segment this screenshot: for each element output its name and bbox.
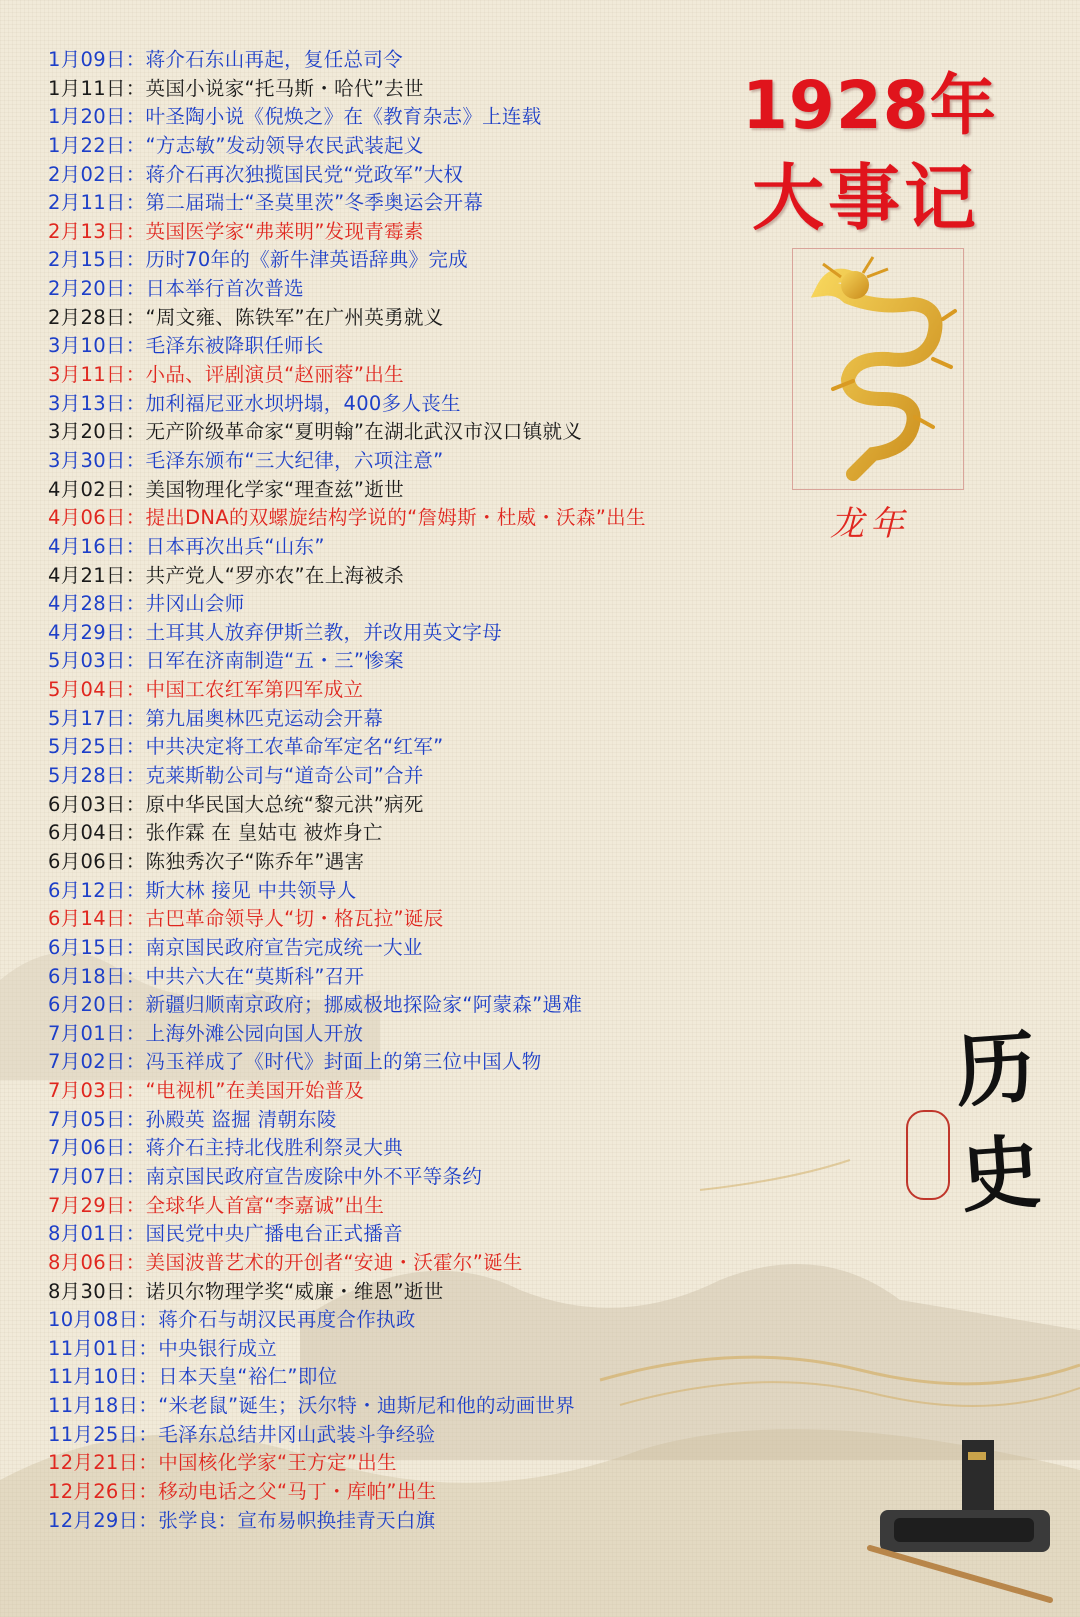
red-seal-stamp xyxy=(906,1110,950,1200)
event-item: 6月20日：新疆归顺南京政府；挪威极地探险家“阿蒙森”遇难 xyxy=(48,993,583,1017)
event-item: 10月08日：蒋介石与胡汉民再度合作执政 xyxy=(48,1308,416,1332)
event-item: 4月06日：提出DNA的双螺旋结构学说的“詹姆斯・杜威・沃森”出生 xyxy=(48,506,646,530)
event-item: 2月11日：第二届瑞士“圣莫里茨”冬季奥运会开幕 xyxy=(48,191,484,215)
event-item: 8月01日：国民党中央广播电台正式播音 xyxy=(48,1222,403,1246)
zodiac-year-label: 龙年 xyxy=(830,504,910,544)
title-main: 大事记 xyxy=(752,156,981,240)
event-item: 6月06日：陈独秀次子“陈乔年”遇害 xyxy=(48,849,365,873)
event-item: 6月15日：南京国民政府宣告完成统一大业 xyxy=(48,935,423,959)
event-item: 6月04日：张作霖 在 皇姑屯 被炸身亡 xyxy=(48,821,383,845)
event-item: 11月18日：“米老鼠”诞生；沃尔特・迪斯尼和他的动画世界 xyxy=(48,1394,576,1418)
event-item: 5月03日：日军在济南制造“五・三”惨案 xyxy=(48,649,404,673)
event-item: 7月05日：孙殿英 盗掘 清朝东陵 xyxy=(48,1107,337,1131)
ink-stone-and-brush-illustration xyxy=(860,1440,1060,1610)
event-item: 3月30日：毛泽东颁布“三大纪律，六项注意” xyxy=(48,448,444,472)
event-item: 3月20日：无产阶级革命家“夏明翰”在湖北武汉市汉口镇就义 xyxy=(48,420,583,444)
dragon-icon xyxy=(793,249,963,489)
event-item: 3月13日：加利福尼亚水坝坍塌，400多人丧生 xyxy=(48,391,461,415)
event-item: 1月11日：英国小说家“托马斯・哈代”去世 xyxy=(48,76,424,100)
event-item: 5月04日：中国工农红军第四军成立 xyxy=(48,678,364,702)
event-item: 6月14日：古巴革命领导人“切・格瓦拉”诞辰 xyxy=(48,907,444,931)
event-item: 6月03日：原中华民国大总统“黎元洪”病死 xyxy=(48,792,424,816)
event-item: 2月15日：历时70年的《新牛津英语辞典》完成 xyxy=(48,248,468,272)
event-item: 2月28日：“周文雍、陈铁军”在广州英勇就义 xyxy=(48,305,444,329)
event-item: 7月07日：南京国民政府宣告废除中外不平等条约 xyxy=(48,1164,483,1188)
event-item: 4月02日：美国物理化学家“理查兹”逝世 xyxy=(48,477,404,501)
event-item: 4月28日：井冈山会师 xyxy=(48,592,245,616)
gold-swirl-3 xyxy=(700,1160,850,1190)
event-item: 4月16日：日本再次出兵“山东” xyxy=(48,534,325,558)
event-item: 7月01日：上海外滩公园向国人开放 xyxy=(48,1021,364,1045)
event-item: 1月20日：叶圣陶小说《倪焕之》在《教育杂志》上连载 xyxy=(48,105,542,129)
event-item: 2月13日：英国医学家“弗莱明”发现青霉素 xyxy=(48,219,424,243)
event-item: 12月26日：移动电话之父“马丁・库帕”出生 xyxy=(48,1480,437,1504)
event-item: 7月03日：“电视机”在美国开始普及 xyxy=(48,1079,365,1103)
event-item: 2月02日：蒋介石再次独揽国民党“党政军”大权 xyxy=(48,162,464,186)
event-item: 4月29日：土耳其人放弃伊斯兰教，并改用英文字母 xyxy=(48,620,502,644)
event-item: 11月10日：日本天皇“裕仁”即位 xyxy=(48,1365,338,1389)
dragon-image-frame xyxy=(792,248,964,490)
event-item: 12月21日：中国核化学家“王方定”出生 xyxy=(48,1451,397,1475)
event-item: 5月28日：克莱斯勒公司与“道奇公司”合并 xyxy=(48,764,424,788)
event-item: 6月18日：中共六大在“莫斯科”召开 xyxy=(48,964,365,988)
event-list xyxy=(48,46,646,1535)
event-item: 7月02日：冯玉祥成了《时代》封面上的第三位中国人物 xyxy=(48,1050,542,1074)
event-item: 3月10日：毛泽东被降职任师长 xyxy=(48,334,324,358)
calligraphy-char-2: 史 xyxy=(957,1124,1044,1224)
calligraphy-char-1: 历 xyxy=(952,1019,1039,1119)
event-item: 8月30日：诺贝尔物理学奖“威廉・维恩”逝世 xyxy=(48,1279,444,1303)
event-item: 11月01日：中央银行成立 xyxy=(48,1336,278,1360)
event-item: 8月06日：美国波普艺术的开创者“安迪・沃霍尔”诞生 xyxy=(48,1250,523,1274)
event-item: 6月12日：斯大林 接见 中共领导人 xyxy=(48,878,357,902)
event-item: 11月25日：毛泽东总结井冈山武装斗争经验 xyxy=(48,1422,436,1446)
event-item: 1月09日：蒋介石东山再起，复任总司令 xyxy=(48,48,403,71)
event-item: 3月11日：小品、评剧演员“赵丽蓉”出生 xyxy=(48,363,404,387)
event-item: 2月20日：日本举行首次普选 xyxy=(48,277,304,301)
event-item: 12月29日：张学良：宣布易帜换挂青天白旗 xyxy=(48,1508,436,1532)
event-item: 7月29日：全球华人首富“李嘉诚”出生 xyxy=(48,1193,385,1217)
event-item: 7月06日：蒋介石主持北伐胜利祭灵大典 xyxy=(48,1136,403,1160)
title-year: 1928年 xyxy=(742,67,997,144)
event-item: 4月21日：共产党人“罗亦农”在上海被杀 xyxy=(48,563,404,587)
event-item: 5月17日：第九届奥林匹克运动会开幕 xyxy=(48,706,384,730)
event-item: 5月25日：中共决定将工农革命军定名“红军” xyxy=(48,735,444,759)
event-item: 1月22日：“方志敏”发动领导农民武装起义 xyxy=(48,133,424,157)
